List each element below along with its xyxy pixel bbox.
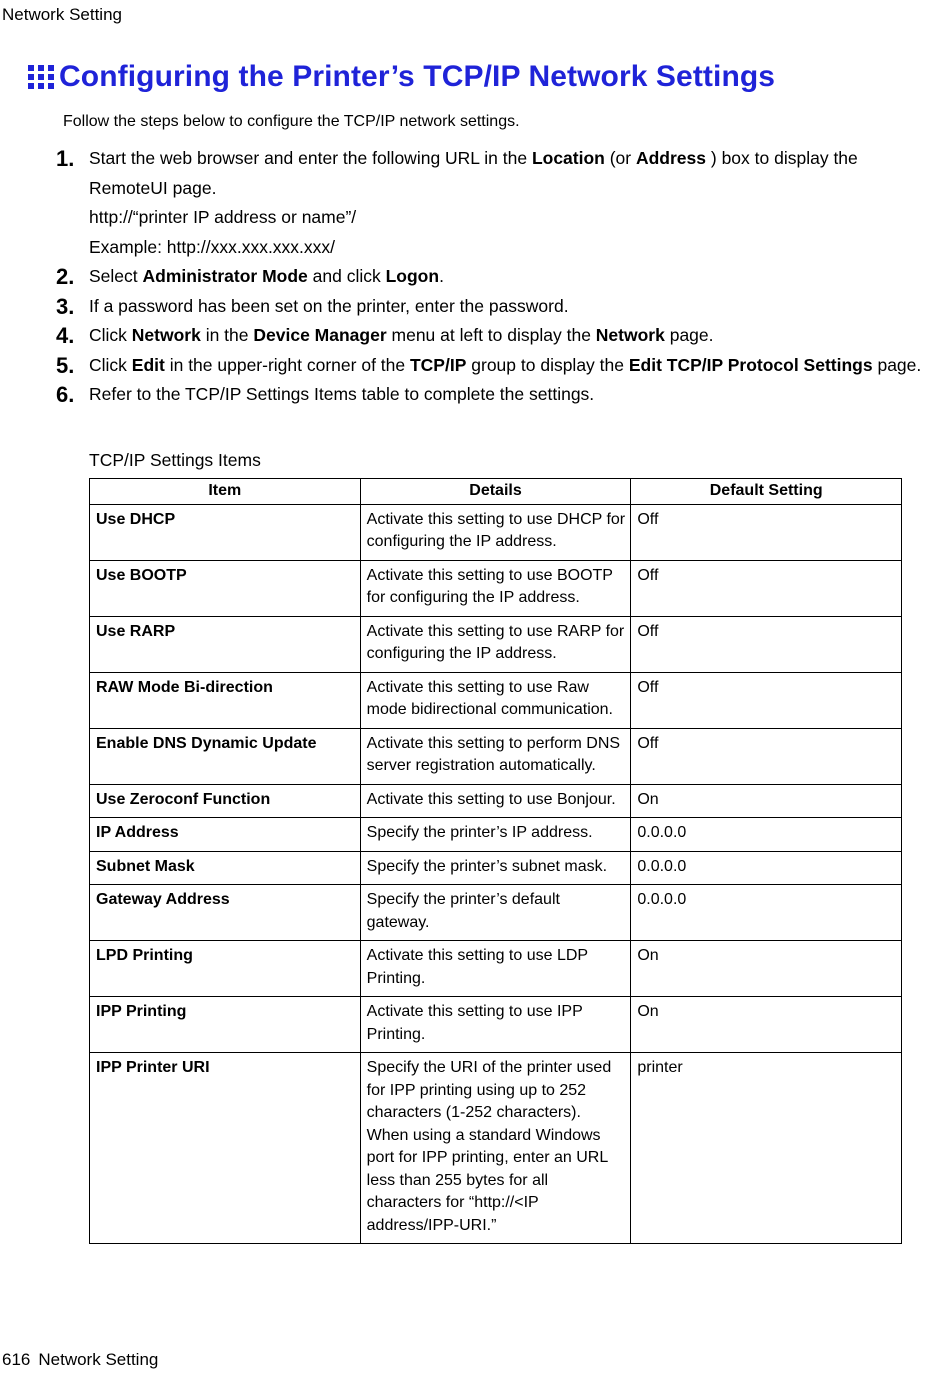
details-cell: Specify the printer’s subnet mask. <box>360 851 631 885</box>
table-row <box>90 997 902 1053</box>
item-cell: IPP Printer URI <box>90 1053 361 1244</box>
table-row <box>90 941 902 997</box>
step-text <box>89 262 926 292</box>
step-text <box>89 380 926 410</box>
table-row <box>90 784 902 818</box>
default-cell: 0.0.0.0 <box>631 885 902 941</box>
step-emphasis: TCP/IP <box>409 354 467 375</box>
table-row <box>90 1053 902 1244</box>
step-number: 5. <box>56 352 75 378</box>
step-emphasis: Edit <box>131 354 165 375</box>
item-cell: Use Zeroconf Function <box>90 784 361 818</box>
table-row <box>90 851 902 885</box>
table-header-row <box>90 479 902 505</box>
page-number: 616 <box>2 1350 31 1369</box>
step-text <box>89 351 926 381</box>
details-cell: Activate this setting to use BOOTP for configuring the IP address. <box>360 560 631 616</box>
column-header-item: Item <box>90 479 361 505</box>
item-cell: Subnet Mask <box>90 851 361 885</box>
table-row <box>90 560 902 616</box>
details-cell: Activate this setting to use RARP for configuring the IP address. <box>360 616 631 672</box>
item-cell: Gateway Address <box>90 885 361 941</box>
step-fragment: and click <box>307 266 386 286</box>
item-cell: Use DHCP <box>90 504 361 560</box>
item-cell: Enable DNS Dynamic Update <box>90 728 361 784</box>
step-item <box>56 380 926 410</box>
step-text <box>89 292 926 322</box>
step-fragment: ) box to display the RemoteUI page. <box>89 148 858 198</box>
step-example-line: http://“printer IP address or name”/ <box>89 207 357 227</box>
step-number: 2. <box>56 264 75 289</box>
default-cell: 0.0.0.0 <box>631 851 902 885</box>
running-header: Network Setting <box>2 5 122 24</box>
step-emphasis: Logon <box>385 266 440 286</box>
default-cell: Off <box>631 672 902 728</box>
default-cell: On <box>631 941 902 997</box>
default-cell: 0.0.0.0 <box>631 818 902 852</box>
grid-icon <box>28 64 54 90</box>
step-text <box>89 144 926 262</box>
footer-section: Network Setting <box>38 1350 159 1369</box>
default-cell: Off <box>631 504 902 560</box>
page-footer <box>2 1350 158 1370</box>
table-row <box>90 504 902 560</box>
details-cell: Specify the URI of the printer used for IPP printing using up to 252 characters (1-252 characters). When using a standard Windows port for IPP printing, enter an URL less than 255 bytes for all characters for “http://<IP address/IPP-URI.” <box>360 1053 631 1244</box>
step-emphasis: Administrator Mode <box>142 266 308 286</box>
details-cell: Specify the printer’s IP address. <box>360 818 631 852</box>
step-item <box>56 292 926 322</box>
table-row <box>90 616 902 672</box>
step-fragment: Click <box>89 325 132 345</box>
item-cell: Use BOOTP <box>90 560 361 616</box>
column-header-details: Details <box>360 479 631 505</box>
details-cell: Activate this setting to use LDP Printing. <box>360 941 631 997</box>
step-emphasis: Device Manager <box>253 325 387 345</box>
table-row <box>90 885 902 941</box>
page-title: Configuring the Printer’s TCP/IP Network Settings <box>59 60 776 93</box>
step-number: 1. <box>56 146 75 171</box>
step-emphasis: Address <box>635 148 707 168</box>
details-cell: Specify the printer’s default gateway. <box>360 885 631 941</box>
details-cell: Activate this setting to use Raw mode bidirectional communication. <box>360 672 631 728</box>
step-fragment: in the <box>200 325 254 345</box>
step-item <box>56 351 926 381</box>
step-emphasis: Network <box>595 325 665 345</box>
step-fragment: page. <box>664 325 714 345</box>
intro-text: Follow the steps below to configure the TCP/IP network settings. <box>63 113 520 130</box>
steps-list <box>56 144 926 410</box>
step-number: 6. <box>56 382 75 407</box>
default-cell: On <box>631 784 902 818</box>
step-number: 3. <box>56 293 75 319</box>
table-row <box>90 818 902 852</box>
item-cell: RAW Mode Bi-direction <box>90 672 361 728</box>
step-text <box>89 321 926 351</box>
item-cell: Use RARP <box>90 616 361 672</box>
step-fragment: Start the web browser and enter the following URL in the <box>89 148 532 168</box>
step-emphasis: Network <box>131 325 201 345</box>
details-cell: Activate this setting to use Bonjour. <box>360 784 631 818</box>
step-fragment: menu at left to display the <box>386 325 596 345</box>
step-item <box>56 144 926 262</box>
step-fragment: . <box>439 266 444 286</box>
settings-table <box>89 478 902 1244</box>
default-cell: On <box>631 997 902 1053</box>
step-emphasis: Edit TCP/IP Protocol Settings <box>628 354 873 375</box>
step-fragment: in the upper-right corner of the <box>164 354 410 375</box>
step-fragment: (or <box>604 148 636 168</box>
step-fragment: Click <box>89 354 132 375</box>
default-cell: Off <box>631 616 902 672</box>
step-fragment: Refer to the TCP/IP Settings Items table to complete the settings. <box>89 384 595 404</box>
title-row <box>28 60 775 94</box>
details-cell: Activate this setting to use DHCP for configuring the IP address. <box>360 504 631 560</box>
step-number: 4. <box>56 323 75 348</box>
default-cell: printer <box>631 1053 902 1244</box>
details-cell: Activate this setting to perform DNS server registration automatically. <box>360 728 631 784</box>
table-row <box>90 728 902 784</box>
step-item <box>56 262 926 292</box>
step-fragment: group to display the <box>466 354 629 375</box>
default-cell: Off <box>631 728 902 784</box>
default-cell: Off <box>631 560 902 616</box>
table-row <box>90 672 902 728</box>
item-cell: IP Address <box>90 818 361 852</box>
column-header-default: Default Setting <box>631 479 902 505</box>
table-caption: TCP/IP Settings Items <box>89 450 261 470</box>
step-item <box>56 321 926 351</box>
step-emphasis: Location <box>531 148 605 168</box>
item-cell: IPP Printing <box>90 997 361 1053</box>
details-cell: Activate this setting to use IPP Printing. <box>360 997 631 1053</box>
step-example-line: Example: http://xxx.xxx.xxx.xxx/ <box>89 236 336 257</box>
item-cell: LPD Printing <box>90 941 361 997</box>
step-fragment: page. <box>872 354 922 375</box>
step-fragment: Select <box>89 266 143 286</box>
step-fragment: If a password has been set on the printer, enter the password. <box>89 295 569 316</box>
